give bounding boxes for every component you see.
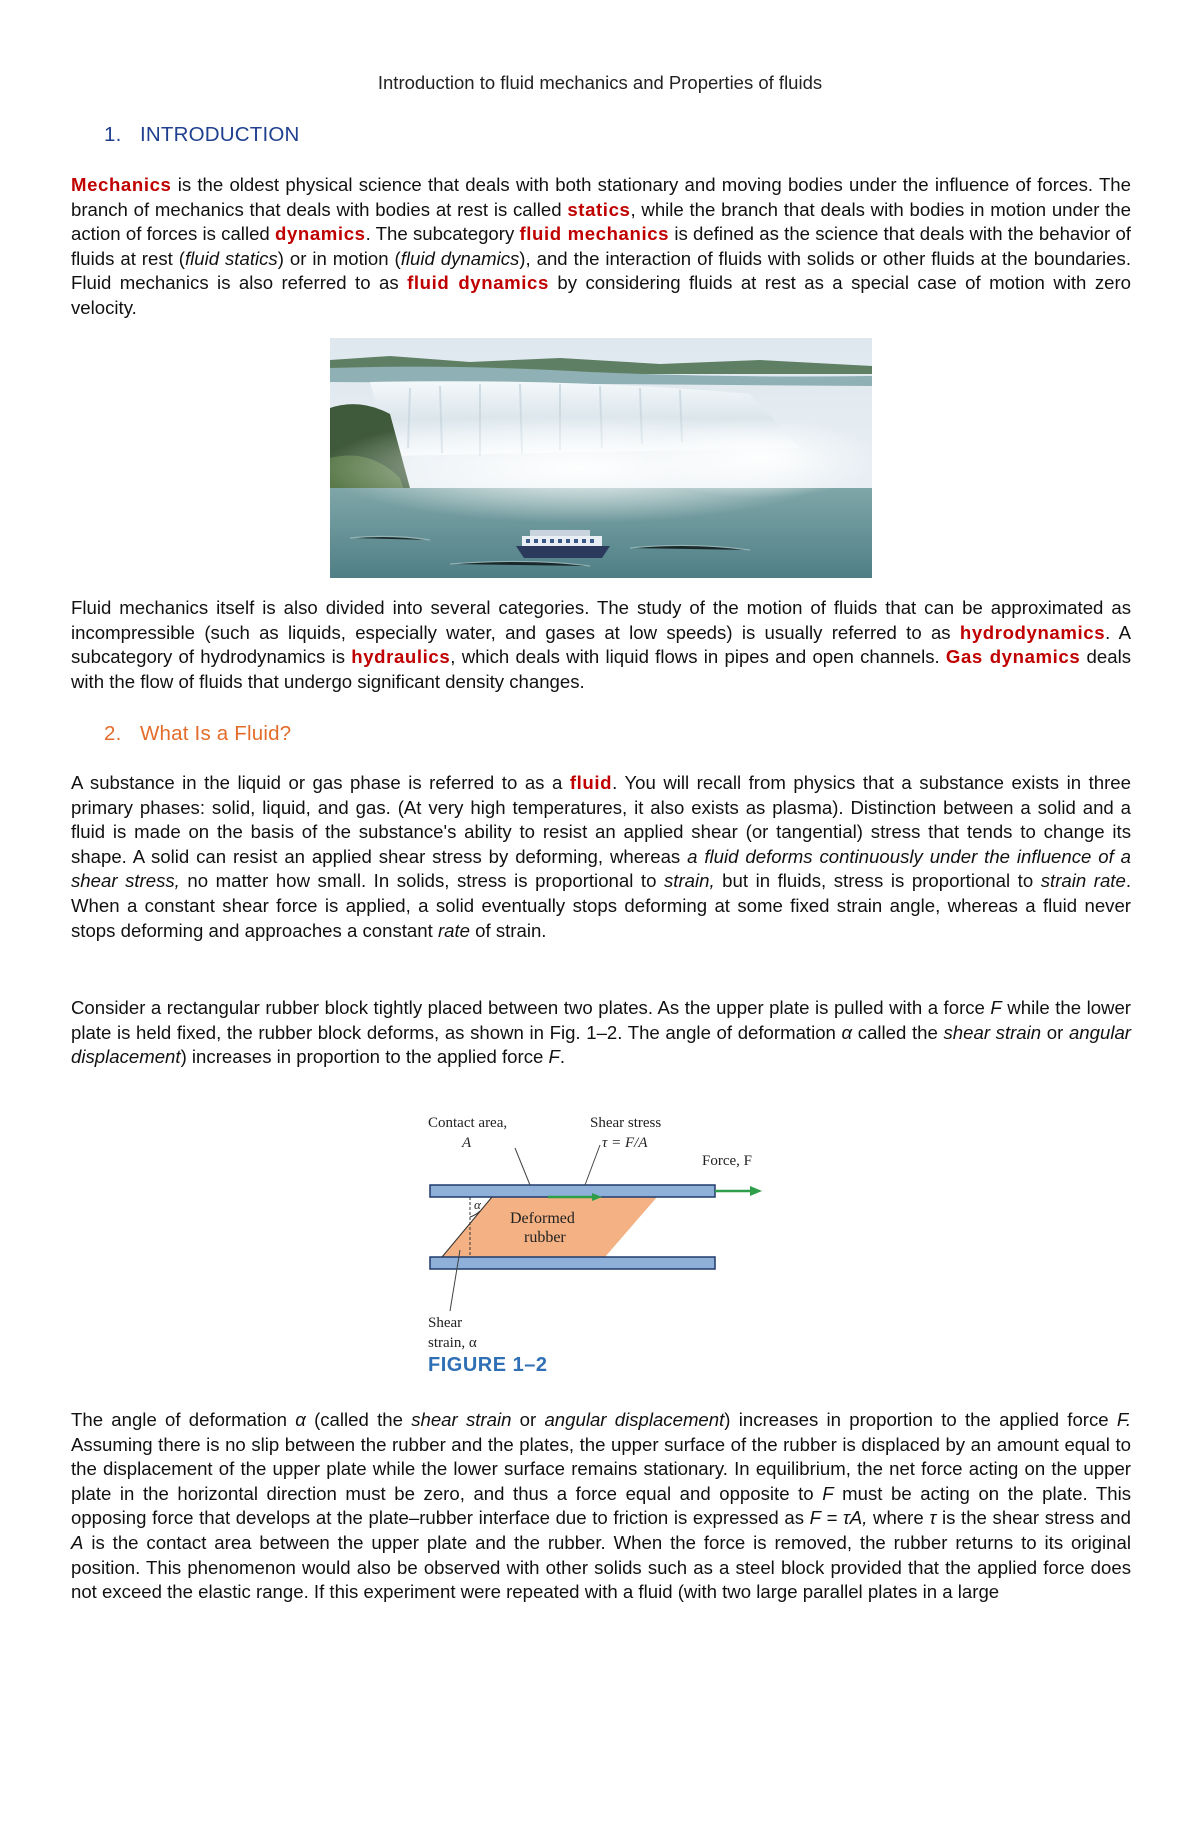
- text-run: or: [511, 1409, 545, 1430]
- shear-diagram-figure: [420, 1115, 800, 1375]
- waterfall-illustration: [330, 338, 872, 578]
- italic-term: angular displacement: [544, 1409, 725, 1430]
- text-run: no matter how small. In solids, stress is proportional to: [179, 870, 664, 892]
- text-run: . The subcategory: [365, 223, 520, 245]
- text-run: A substance in the liquid or gas phase is referred to as a: [71, 772, 570, 793]
- shear-stress-label: Shear stress: [590, 1115, 662, 1131]
- italic-term: F: [990, 997, 1002, 1018]
- text-run: ) increases in proportion to the applied force: [180, 1046, 549, 1068]
- block-label-line2: rubber: [524, 1229, 566, 1246]
- text-run: where: [867, 1507, 930, 1529]
- italic-term: α: [841, 1021, 853, 1043]
- italic-term: F: [548, 1046, 560, 1068]
- contact-area-label: Contact area,: [428, 1115, 508, 1131]
- italic-term: rate: [437, 919, 470, 941]
- text-run: The angle of deformation: [71, 1409, 296, 1430]
- text-run: , which deals with liquid flows in pipes and open channels.: [450, 646, 946, 668]
- section-title: What Is a Fluid?: [140, 722, 292, 745]
- text-run: Fluid mechanics itself is also divided into several categories. The study of the motion of fluids that can be approximated as incompressible (such as liquids, especially water, and gases at low speeds) is usually referred to as: [71, 597, 1131, 643]
- text-run: . You will recall from physics that a substance exists in three primary phases: solid, liquid, and gas. (At very high temperatures, it also exists as plasma). Distinction between a solid and a fluid is made on the basis of the substance's ability to resist an applied shear (or tangential) stress that tends to change its shape. A solid can resist an applied shear stress by deforming, whereas: [71, 772, 1131, 867]
- text-run: ) increases in proportion to the applied force: [724, 1409, 1117, 1430]
- italic-term: angular displacement: [71, 1021, 1131, 1068]
- italic-term: fluid dynamics: [400, 247, 520, 269]
- paragraph-fluid-categories: [71, 596, 1131, 694]
- force-label: Force, F: [702, 1153, 752, 1169]
- paragraph-mechanics: [71, 173, 1131, 321]
- keyword-fluid: fluid: [569, 772, 613, 793]
- keyword-gas-dynamics: Gas dynamics: [945, 646, 1081, 668]
- text-run: but in fluids, stress is proportional to: [714, 870, 1041, 892]
- contact-area-var: A: [462, 1135, 472, 1151]
- text-run: deals with the flow of fluids that undergo significant density changes.: [71, 646, 1131, 692]
- text-run: by considering fluids at rest as a special case of motion with zero velocity.: [71, 272, 1132, 318]
- section-number: 1.: [104, 123, 122, 146]
- shear-diagram: [420, 1115, 800, 1355]
- text-run: must be acting on the plate. This opposing force that develops at the plate–rubber interface due to friction is expressed as: [71, 1482, 1131, 1529]
- text-run: .: [559, 1046, 566, 1068]
- italic-term: shear strain: [943, 1021, 1042, 1043]
- keyword-mechanics: Mechanics: [71, 174, 172, 195]
- keyword-dynamics: dynamics: [275, 223, 366, 245]
- keyword-fluid-mechanics: fluid mechanics: [519, 223, 670, 245]
- text-run: . When a constant shear force is applied, a solid eventually stops deforming at some fixed strain angle, whereas a fluid never stops deforming and approaches a constant: [71, 870, 1131, 941]
- italic-term: fluid statics: [184, 247, 278, 269]
- italic-term: α: [295, 1409, 306, 1430]
- section-heading-introduction: [104, 123, 300, 147]
- text-run: . A subcategory of hydrodynamics is: [71, 621, 1131, 668]
- text-run: while the lower plate is held fixed, the rubber block deforms, as shown in Fig. 1–2. The angle of deformation: [71, 997, 1131, 1043]
- block-label-line1: Deformed: [510, 1210, 575, 1227]
- italic-term: τ: [929, 1507, 937, 1529]
- section-number: 2.: [104, 722, 122, 745]
- shear-stress-equation: τ = F/A: [602, 1135, 648, 1151]
- figure-caption: FIGURE 1–2: [428, 1354, 548, 1376]
- paragraph-fluid-definition: [71, 771, 1131, 943]
- keyword-hydraulics: hydraulics: [351, 646, 451, 668]
- italic-term: F: [822, 1482, 834, 1504]
- text-run: or: [1041, 1021, 1069, 1043]
- text-run: ), and the interaction of fluids with solids or other fluids at the boundaries. Fluid mechanics is also referred to as: [71, 247, 1131, 294]
- contact-leader-line: [515, 1148, 530, 1185]
- italic-term: F = τA,: [809, 1507, 868, 1529]
- waterfall-photo: [330, 338, 872, 578]
- running-title: Introduction to fluid mechanics and Properties of fluids: [377, 72, 823, 93]
- shear-strain-label-line1: Shear: [428, 1315, 463, 1331]
- text-run: is the shear stress and: [936, 1507, 1131, 1529]
- text-run: Consider a rectangular rubber block tightly placed between two plates. As the upper plate is pulled with a force: [71, 997, 991, 1018]
- text-run: is the contact area between the upper plate and the rubber. When the force is removed, the rubber returns to its original position. This phenomenon would also be observed with other solids such as a steel block provided that the applied force does not exceed the elastic range. If this experiment were repeated with a fluid (with two large parallel plates in a large: [71, 1531, 1131, 1603]
- keyword-statics: statics: [567, 198, 631, 220]
- text-run: called the: [852, 1021, 944, 1043]
- text-run: Assuming there is no slip between the rubber and the plates, the upper surface of the rubber is displaced by an amount equal to the displacement of the upper plate while the lower surface remains stationary. In equilibrium, the net force acting on the upper plate in the horizontal direction must be zero, and thus a force equal and opposite to: [71, 1433, 1131, 1504]
- shear-strain-label-line2: strain, α: [428, 1335, 477, 1351]
- shear-leader-line: [585, 1145, 600, 1185]
- italic-term: strain rate: [1040, 870, 1126, 892]
- italic-term: shear strain: [411, 1409, 512, 1430]
- paragraph-rubber-block: [71, 996, 1131, 1070]
- section-title: INTRODUCTION: [140, 123, 300, 146]
- italic-term: F.: [1116, 1409, 1131, 1430]
- lower-plate: [430, 1257, 715, 1269]
- italic-term: strain,: [663, 870, 715, 892]
- upper-plate: [430, 1185, 715, 1197]
- keyword-fluid-dynamics: fluid dynamics: [407, 272, 549, 294]
- italic-phrase: a fluid deforms continuously under the influence of a shear stress,: [71, 845, 1131, 892]
- text-run: (called the: [305, 1409, 412, 1430]
- alpha-label: α: [474, 1197, 481, 1212]
- section-heading-what-is-a-fluid: [104, 722, 291, 746]
- text-run: is the oldest physical science that deals with both stationary and moving bodies under the influence of forces. The branch of mechanics that deals with bodies at rest is called: [71, 174, 1131, 220]
- text-run: of strain.: [470, 919, 547, 941]
- force-arrowhead: [750, 1186, 762, 1196]
- paragraph-deformation: [71, 1408, 1131, 1605]
- text-run: , while the branch that deals with bodies in motion under the action of forces is called: [71, 198, 1131, 245]
- text-run: ) or in motion (: [277, 247, 401, 269]
- keyword-hydrodynamics: hydrodynamics: [959, 621, 1106, 643]
- italic-term: A: [71, 1531, 84, 1553]
- text-run: is defined as the science that deals with the behavior of fluids at rest (: [71, 223, 1131, 269]
